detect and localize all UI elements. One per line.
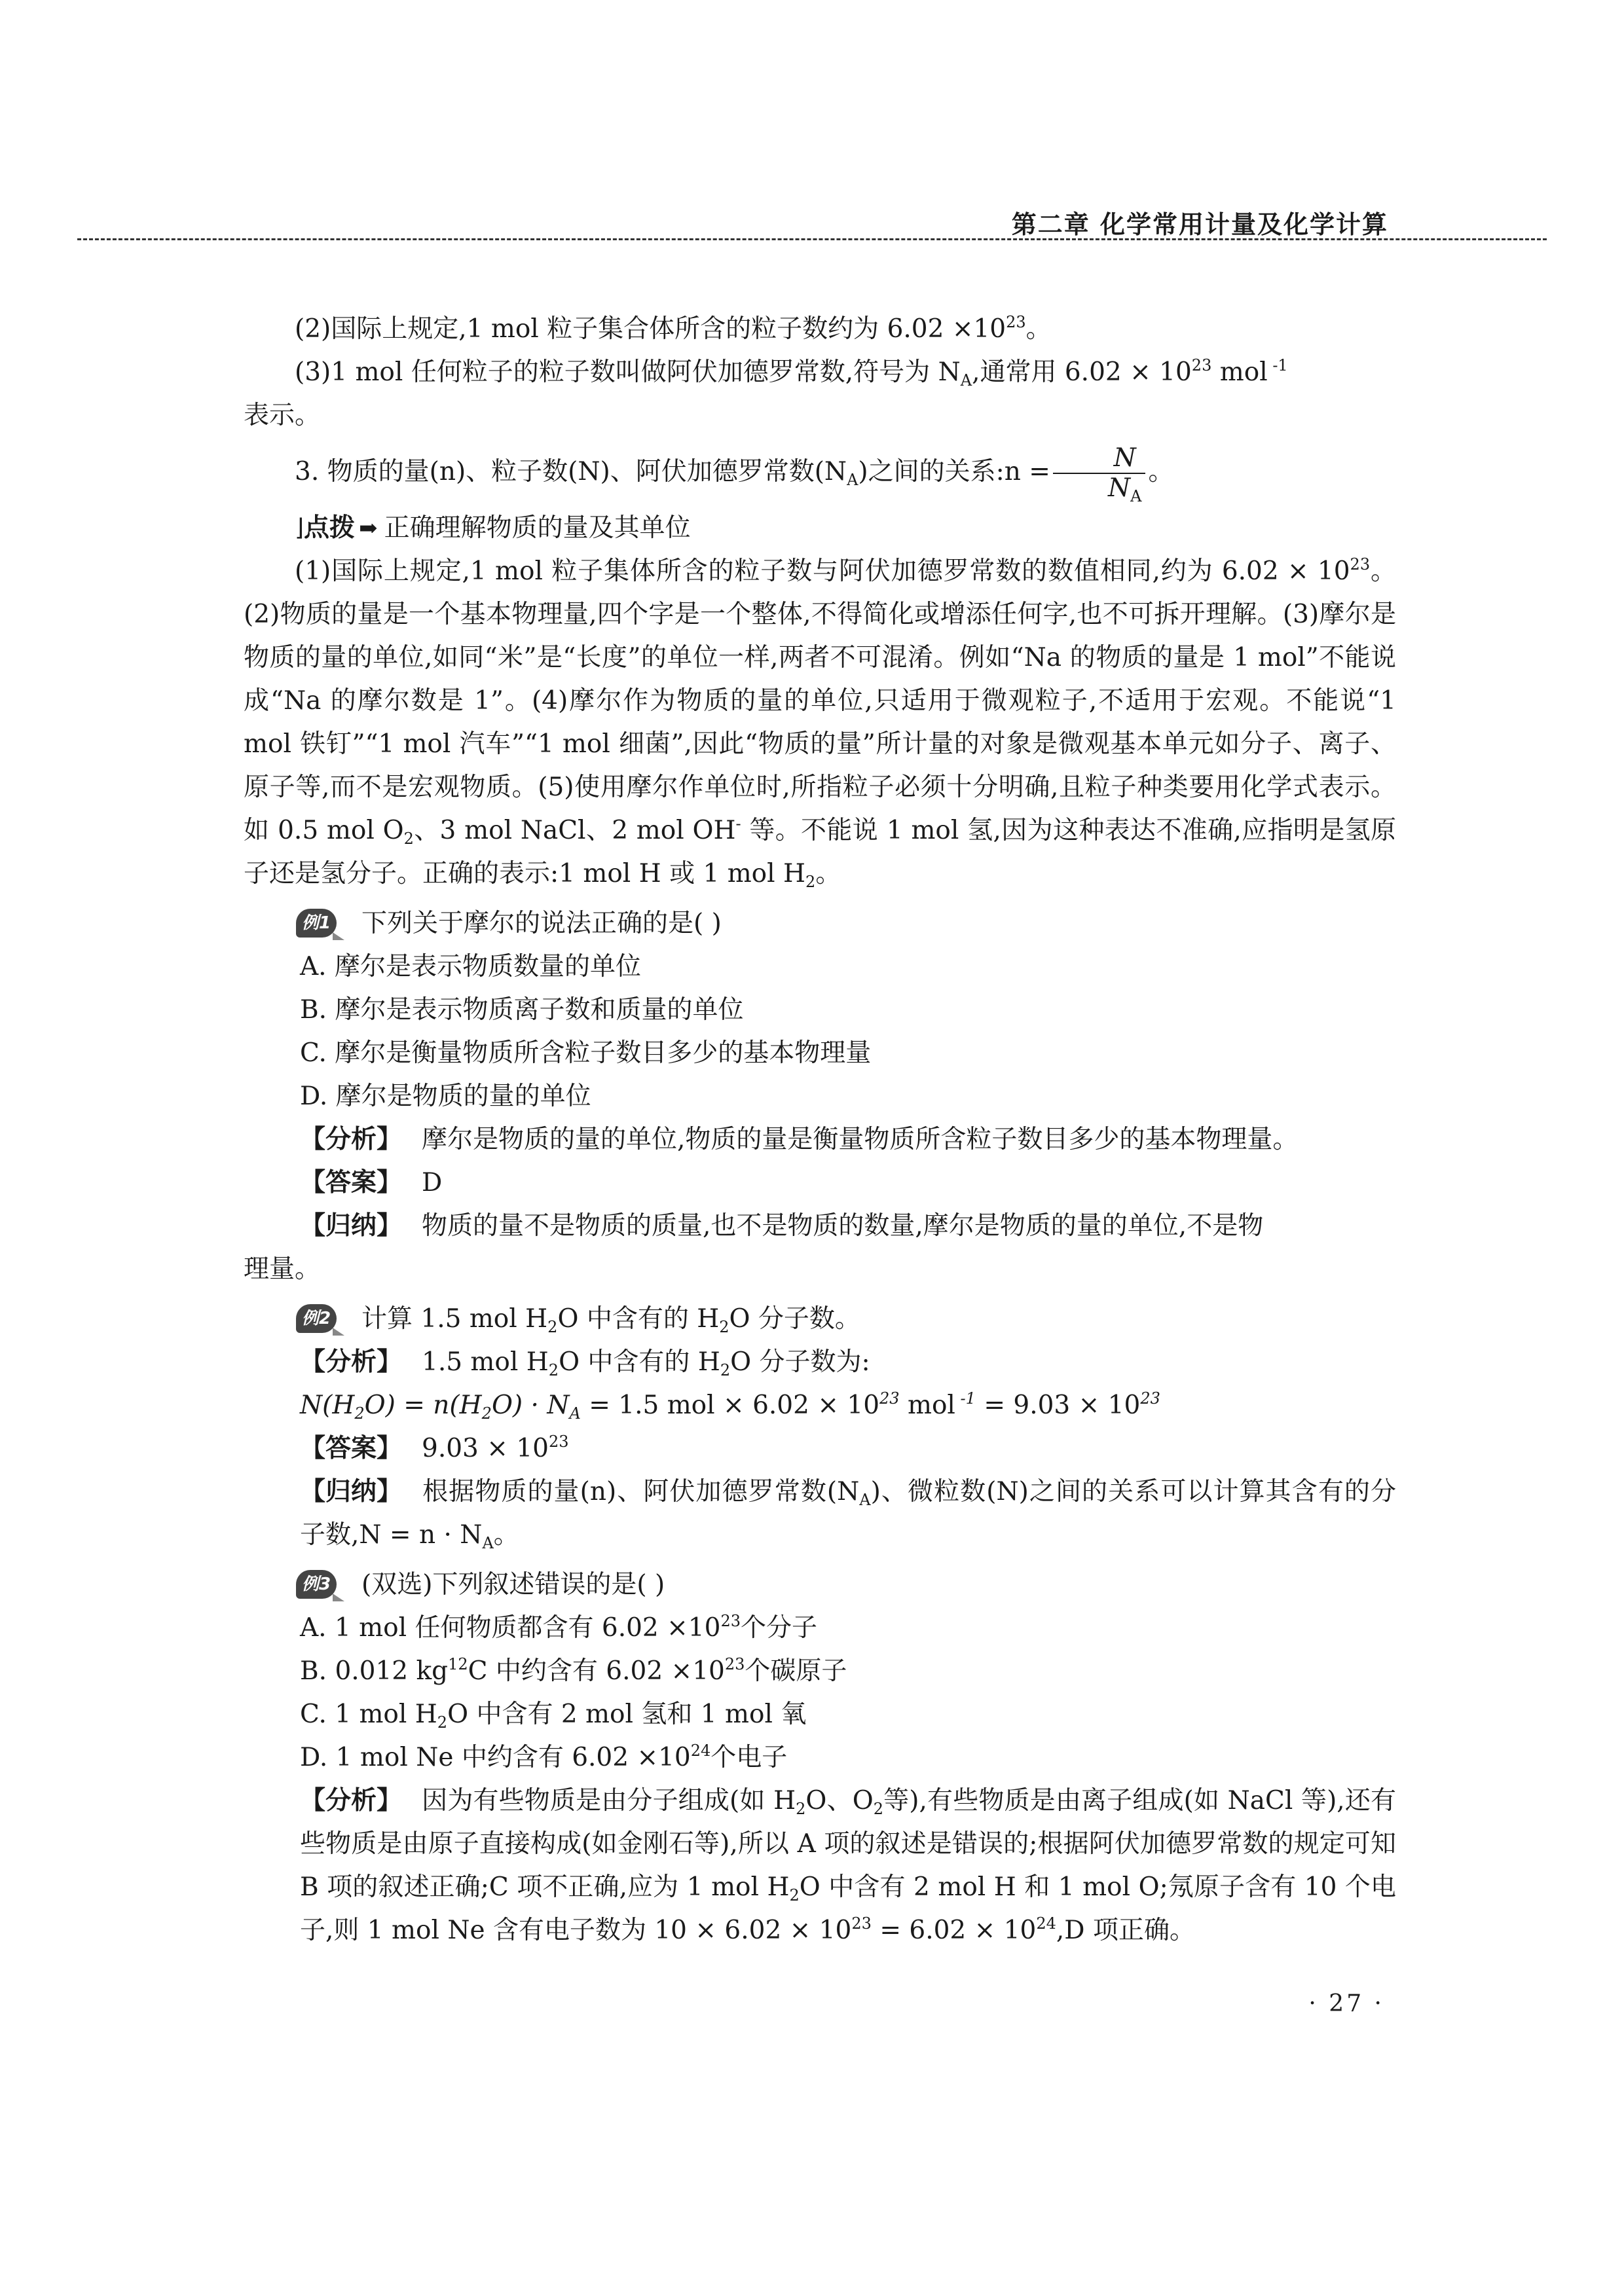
page-content <box>244 308 1396 1952</box>
example-2-analysis <box>244 1341 1396 1384</box>
text: 个电子 <box>710 1743 788 1772</box>
sup: 23 <box>548 1432 569 1451</box>
sub: 2 <box>547 1318 558 1336</box>
text: 等。不能说 1 mol 氢,因为这种表达不准确,应指明是氢原子还是氢分子。正确的表示:1 mol H 或 1 mol H <box>244 816 1396 888</box>
section-3-relation <box>244 444 1396 503</box>
sub: 2 <box>481 1404 492 1423</box>
text: O 分子数为: <box>730 1347 870 1377</box>
example-1-summary <box>244 1205 1396 1248</box>
text: (2)国际上规定,1 mol 粒子集合体所含的粒子数约为 6.02 ×10 <box>295 314 1006 344</box>
badge-tail <box>333 1594 344 1601</box>
text: 9.03 × 10 <box>422 1434 549 1463</box>
example-2-answer <box>244 1427 1396 1470</box>
option-b: B. 摩尔是表示物质离子数和质量的单位 <box>300 995 744 1025</box>
paragraph-2 <box>244 308 1396 351</box>
answer-label: 【答案】 <box>300 1168 403 1197</box>
text: O 中含有 2 mol H 和 1 mol O;氖原子含有 10 个电子,则 1 mol Ne 含有电子数为 10 × 6.02 × 10 <box>300 1872 1396 1945</box>
analysis-label: 【分析】 <box>300 1786 403 1815</box>
example-2-summary <box>244 1470 1396 1557</box>
fraction-denominator <box>1053 473 1145 503</box>
sub: 2 <box>789 1886 800 1904</box>
sup: 23 <box>1191 356 1212 374</box>
fraction-numerator: N <box>1113 443 1136 473</box>
text: 、3 mol NaCl、2 mol OH <box>413 816 736 845</box>
text: C. 1 mol H <box>300 1700 437 1729</box>
text: 3. 物质的量(n)、粒子数(N)、阿伏加德罗常数(N <box>295 457 847 486</box>
text: D <box>422 1168 443 1197</box>
summary-label: 【归纳】 <box>300 1211 403 1241</box>
sub: 2 <box>548 1361 559 1379</box>
sup: - <box>735 814 741 833</box>
example-1-question <box>244 902 1396 945</box>
badge-text: 例2 <box>296 1304 337 1333</box>
page-number: · 27 · <box>1308 1990 1384 2017</box>
badge-tail <box>333 1328 344 1336</box>
example-3-question <box>244 1563 1396 1607</box>
analysis-label: 【分析】 <box>300 1347 403 1377</box>
text: 摩尔是物质的量的单位,物质的量是衡量物质所含粒子数目多少的基本物理量。 <box>422 1125 1299 1154</box>
text: O 中含有的 H <box>557 1304 720 1334</box>
analysis-label: 【分析】 <box>300 1125 403 1154</box>
sup: 24 <box>690 1741 711 1760</box>
sup: 23 <box>720 1612 741 1630</box>
text: (1)国际上规定,1 mol 粒子集体所含的粒子数与阿伏加德罗常数的数值相同,约为 6.02 × 10 <box>295 556 1350 586</box>
text: N <box>1107 473 1131 503</box>
sup: -1 <box>1267 356 1288 374</box>
text: O 中含有的 H <box>559 1347 720 1377</box>
fraction <box>1053 444 1145 503</box>
text: O 中含有 2 mol 氢和 1 mol 氧 <box>447 1700 807 1729</box>
text: = 9.03 × 10 <box>975 1391 1141 1420</box>
text: )之间的关系:n = <box>858 457 1050 486</box>
text: O、O <box>805 1786 874 1815</box>
text: 表示。 <box>244 401 321 430</box>
text: 根据物质的量(n)、阿伏加德罗常数(N <box>422 1477 860 1506</box>
text: 个分子 <box>740 1613 817 1643</box>
sub: 2 <box>720 1361 731 1379</box>
option-c <box>244 1693 1396 1736</box>
sub: 2 <box>805 873 816 891</box>
text: 因为有些物质是由分子组成(如 H <box>422 1786 796 1815</box>
example-1-summary-cont: 理量。 <box>244 1254 321 1284</box>
text: ,D 项正确。 <box>1056 1916 1195 1945</box>
sub: 2 <box>437 1713 448 1732</box>
sup: 23 <box>851 1914 872 1933</box>
sup: 23 <box>1006 313 1026 331</box>
chapter-header: 第二章 化学常用计量及化学计算 <box>1011 210 1388 239</box>
text: O 分子数。 <box>729 1304 860 1334</box>
sub: 2 <box>403 829 414 848</box>
text: mol <box>1211 357 1268 387</box>
text: ,通常用 6.02 × 10 <box>972 357 1192 387</box>
sub: A <box>847 471 858 489</box>
sup: 23 <box>1350 555 1371 574</box>
text: C 中约含有 6.02 ×10 <box>468 1656 725 1686</box>
example-2-formula <box>244 1384 1396 1427</box>
text: = 1.5 mol × 6.02 × 10 <box>580 1391 880 1420</box>
badge-tail <box>333 932 344 940</box>
corner-mark-icon: ⌋ <box>295 515 304 541</box>
sub: 2 <box>354 1404 365 1423</box>
example-badge-icon <box>296 1303 344 1336</box>
sub: A <box>569 1404 581 1423</box>
example-badge-icon <box>296 907 344 940</box>
text: 计算 1.5 mol H <box>361 1304 548 1334</box>
text: 个碳原子 <box>745 1656 847 1686</box>
arrow-right-icon: ➡ <box>359 515 378 541</box>
sub: A <box>859 1491 871 1509</box>
tip-paragraph <box>244 550 1396 896</box>
text: (3)1 mol 任何粒子的粒子数叫做阿伏加德罗常数,符号为 N <box>295 357 961 387</box>
question-text: 下列关于摩尔的说法正确的是( ) <box>361 909 722 938</box>
sup: 23 <box>1140 1389 1160 1408</box>
answer-label: 【答案】 <box>300 1434 403 1463</box>
text: )、微粒数(N)之间的关系可以计算其含有的分子数,N = n · N <box>300 1477 1396 1550</box>
option-d <box>244 1736 1396 1779</box>
sub: A <box>960 371 972 390</box>
option-b <box>244 1650 1396 1693</box>
text: 物质的量不是物质的质量,也不是物质的数量,摩尔是物质的量的单位,不是物 <box>422 1211 1264 1241</box>
example-badge-icon <box>296 1569 344 1601</box>
sup: -1 <box>955 1389 976 1408</box>
text: O) · N <box>491 1391 570 1420</box>
sub: A <box>482 1534 494 1552</box>
badge-text: 例3 <box>296 1570 337 1599</box>
summary-label: 【归纳】 <box>300 1477 403 1506</box>
text: 1.5 mol H <box>422 1347 549 1377</box>
sub: A <box>1130 487 1142 505</box>
tip-heading <box>244 507 1396 550</box>
question-text <box>361 1298 860 1341</box>
tip-label: 点拨 <box>304 513 356 543</box>
example-1-analysis <box>244 1118 1396 1161</box>
text: A. 1 mol 任何物质都含有 6.02 ×10 <box>300 1613 721 1643</box>
text: 。 <box>1148 457 1174 486</box>
sup: 24 <box>1036 1914 1056 1933</box>
text: 等),有些物质是由离子组成(如 NaCl 等),还有些物质是由原子直接构成(如金刚石等),所以 A 项的叙述是错误的;根据阿伏加德罗常数的规定可知 B 项的叙述正确;C 项不正确,应为 1 mol H <box>300 1786 1397 1902</box>
sup: 23 <box>879 1389 900 1408</box>
option-c: C. 摩尔是衡量物质所含粒子数目多少的基本物理量 <box>300 1038 872 1068</box>
question-text: (双选)下列叙述错误的是( ) <box>361 1570 665 1599</box>
option-d: D. 摩尔是物质的量的单位 <box>300 1082 591 1111</box>
text: O) = n(H <box>364 1391 482 1420</box>
paragraph-3 <box>244 351 1396 437</box>
text: 。(2)物质的量是一个基本物理量,四个字是一个整体,不得简化或增添任何字,也不可拆开理解。(3)摩尔是物质的量的单位,如同“米”是“长度”的单位一样,两者不可混淆。例如“Na 的物质的量是 1 mol”不能说成“Na 的摩尔数是 1”。(4)摩尔作为物质的量的单位,只适用于微观粒子,不适用于宏观。不能说“1 mol 铁钉”“1 mol 汽车”“1 mol 细菌”,因此“物质的量”所计量的对象是微观基本单元如分子、离子、原子等,而不是宏观物质。(5)使用摩尔作单位时,所指粒子必须十分明确,且粒子种类要用化学式表示。如 0.5 mol O <box>244 556 1396 845</box>
text: mol <box>899 1391 955 1420</box>
sub: 2 <box>873 1800 883 1818</box>
sup: 12 <box>448 1655 468 1673</box>
text: 。 <box>493 1520 519 1550</box>
example-1-answer <box>244 1161 1396 1205</box>
sup: 23 <box>724 1655 745 1673</box>
example-3-analysis <box>244 1779 1396 1952</box>
tip-title: 正确理解物质的量及其单位 <box>384 513 691 543</box>
badge-text: 例1 <box>296 909 337 938</box>
text: = 6.02 × 10 <box>871 1916 1037 1945</box>
text: 。 <box>1025 314 1052 344</box>
text: N(H <box>300 1391 355 1420</box>
header-divider <box>77 238 1547 240</box>
text: 。 <box>815 859 841 888</box>
sub: 2 <box>796 1800 806 1818</box>
example-2-question <box>244 1298 1396 1341</box>
sub: 2 <box>719 1318 729 1336</box>
option-a: A. 摩尔是表示物质数量的单位 <box>300 952 641 981</box>
option-a <box>244 1607 1396 1650</box>
text: D. 1 mol Ne 中约含有 6.02 ×10 <box>300 1743 691 1772</box>
text: B. 0.012 kg <box>300 1656 449 1686</box>
